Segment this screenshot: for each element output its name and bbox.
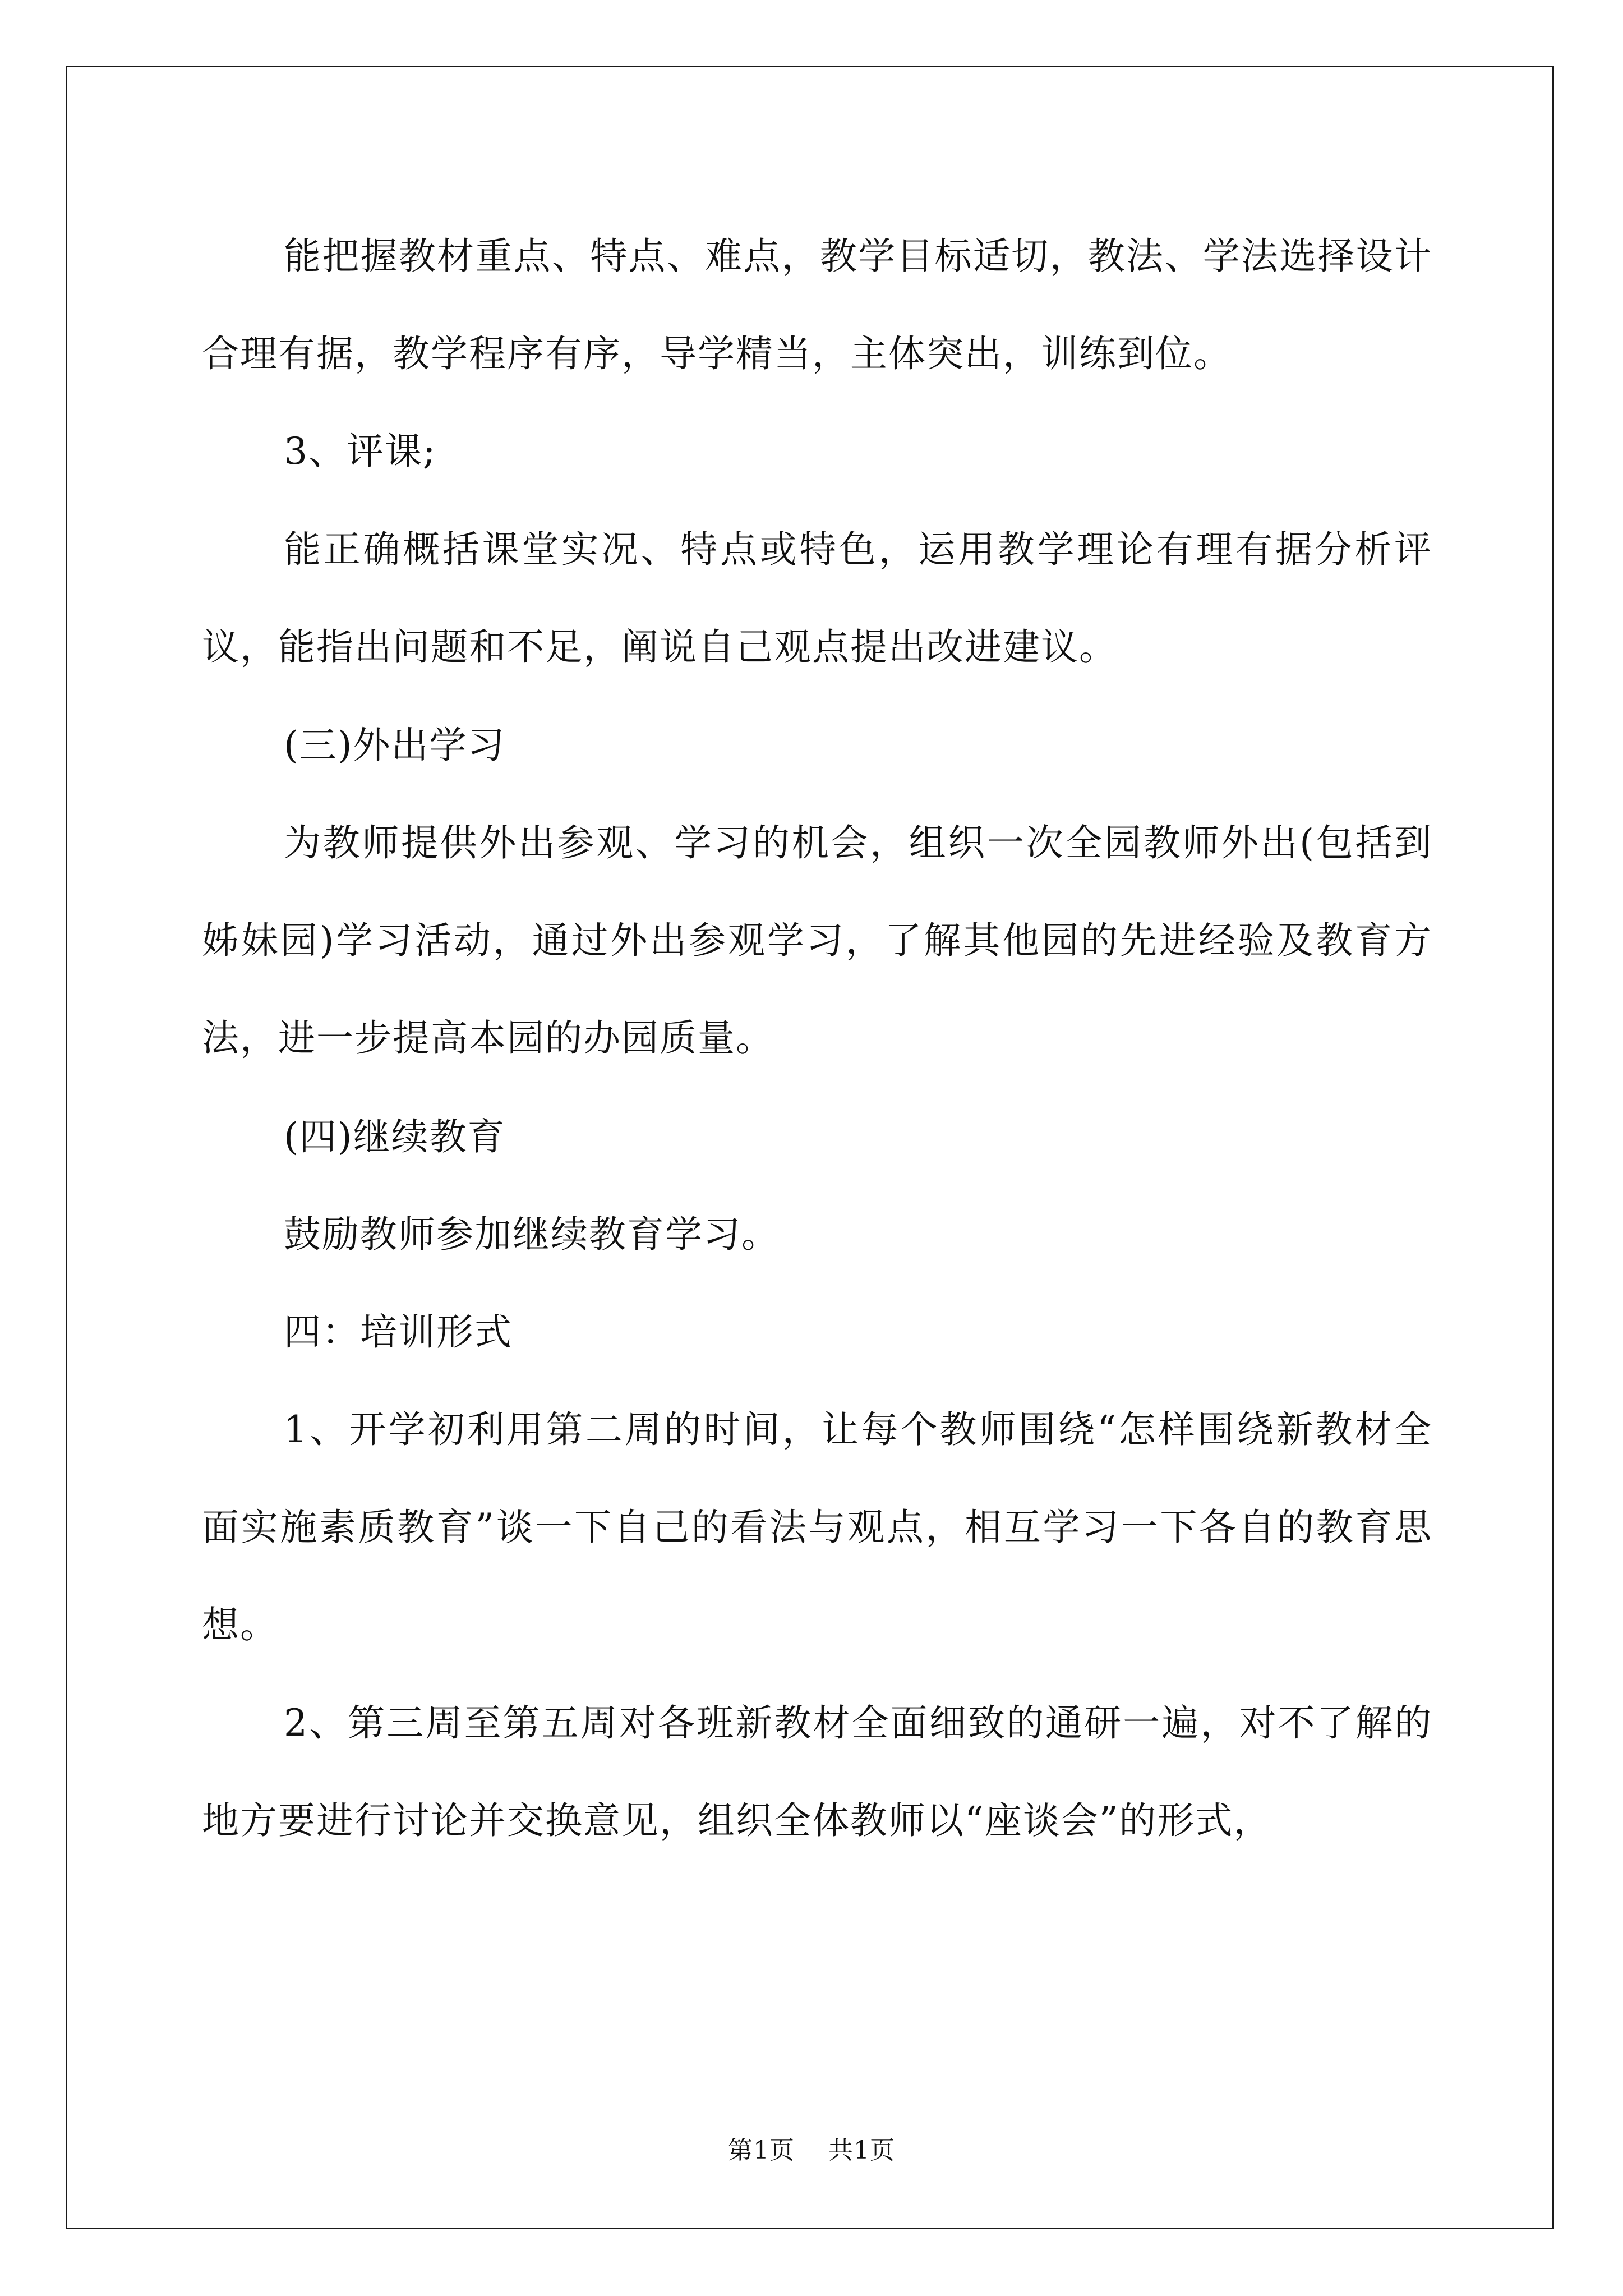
paragraph-training-item-2: 2、第三周至第五周对各班新教材全面细致的通研一遍，对不了解的地方要进行讨论并交换意见，组织全体教师以“座谈会”的形式，: [202, 1701, 1432, 1842]
heading-lesson-evaluation: 3、评课;: [284, 430, 437, 473]
page-footer: [0, 2130, 1623, 2166]
paragraph-training-item-1: 1、开学初利用第二周的时间，让每个教师围绕“怎样围绕新教材全面实施素质教育”谈一下自己的看法与观点，相互学习一下各自的教育思想。: [202, 1408, 1432, 1646]
paragraph-continuing-education: 鼓励教师参加继续教育学习。: [284, 1213, 780, 1256]
paragraph-evaluation-criteria: 能正确概括课堂实况、特点或特色，运用教学理论有理有据分析评议，能指出问题和不足，阐说自己观点提出改进建议。: [202, 528, 1432, 669]
heading-external-study: (三)外出学习: [284, 724, 506, 767]
heading-training-format: 四：培训形式: [284, 1310, 513, 1354]
page-total: 共1页: [828, 2136, 895, 2165]
heading-continuing-education: (四)继续教育: [284, 1115, 506, 1158]
page-number: 第1页: [728, 2136, 795, 2165]
paragraph-external-study: 为教师提供外出参观、学习的机会，组织一次全园教师外出(包括到姊妹园)学习活动，通过外出参观学习，了解其他园的先进经验及教育方法，进一步提高本园的办园质量。: [202, 821, 1432, 1060]
paragraph-teaching-criteria: 能把握教材重点、特点、难点，教学目标适切，教法、学法选择设计合理有据，教学程序有序，导学精当，主体突出，训练到位。: [202, 234, 1432, 375]
